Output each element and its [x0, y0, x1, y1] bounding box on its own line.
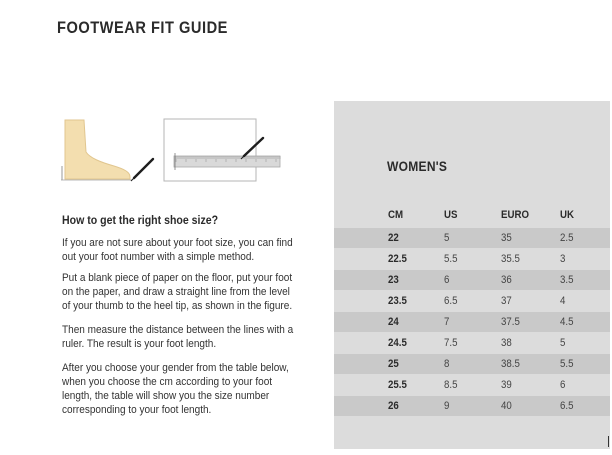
- cell-uk: 3.5: [560, 274, 574, 286]
- cell-us: 7: [444, 316, 450, 328]
- cell-uk: 4.5: [560, 316, 574, 328]
- cell-cm: 22: [388, 232, 399, 244]
- pencil-icon: [131, 159, 153, 181]
- table-row: [334, 375, 610, 395]
- cell-us: 5.5: [444, 253, 458, 265]
- section-title-womens: WOMEN'S: [387, 158, 448, 174]
- paragraph-line: Then measure the distance between the lines with a: [62, 324, 294, 336]
- table-row: [334, 270, 610, 290]
- cell-us: 6: [444, 274, 450, 286]
- paragraph-line: out your foot number with a simple method.: [62, 251, 255, 263]
- instructions-heading: How to get the right shoe size?: [62, 213, 219, 227]
- cell-us: 6.5: [444, 295, 458, 307]
- cell-uk: 3: [560, 253, 566, 265]
- cell-uk: 2.5: [560, 232, 574, 244]
- paragraph-line: length, the table will show you the size number: [62, 390, 270, 402]
- text-cursor-mark: [608, 436, 609, 447]
- cell-cm: 24: [388, 316, 399, 328]
- paragraph-line: corresponding to your foot length.: [62, 404, 212, 416]
- paragraph-line: Put a blank piece of paper on the floor, put your foot: [62, 272, 293, 284]
- cell-us: 7.5: [444, 337, 458, 349]
- cell-cm: 26: [388, 400, 399, 412]
- instructions-paragraph: [62, 323, 300, 351]
- cell-euro: 35.5: [501, 253, 520, 265]
- cell-us: 8: [444, 358, 450, 370]
- cell-us: 8.5: [444, 379, 458, 391]
- cell-cm: 22.5: [388, 253, 407, 265]
- table-row: [334, 396, 610, 416]
- paragraph-line: when you choose the cm according to your foot: [62, 376, 273, 388]
- cell-uk: 6.5: [560, 400, 574, 412]
- cell-us: 9: [444, 400, 450, 412]
- paragraph-line: of your thumb to the heel tip, as shown in the figure.: [62, 300, 293, 312]
- cell-uk: 5: [560, 337, 566, 349]
- table-row: [334, 333, 610, 353]
- cell-euro: 37.5: [501, 316, 520, 328]
- cell-euro: 37: [501, 295, 512, 307]
- instructions-paragraph: [62, 361, 300, 417]
- cell-uk: 4: [560, 295, 566, 307]
- table-header-row: [334, 207, 610, 223]
- page-title: FOOTWEAR FIT GUIDE: [57, 18, 228, 37]
- paragraph-line: on the paper, and draw a straight line from the level: [62, 286, 290, 298]
- paragraph-line: If you are not sure about your foot size, you can find: [62, 237, 293, 249]
- table-row: [334, 249, 610, 269]
- cell-euro: 40: [501, 400, 512, 412]
- column-header-cm: CM: [388, 209, 404, 221]
- cell-uk: 6: [560, 379, 566, 391]
- cell-cm: 23.5: [388, 295, 407, 307]
- cell-uk: 5.5: [560, 358, 574, 370]
- table-row: [334, 312, 610, 332]
- cell-euro: 39: [501, 379, 512, 391]
- instructions-paragraph: [62, 236, 300, 264]
- size-table-panel: [334, 101, 610, 449]
- cell-euro: 35: [501, 232, 512, 244]
- cell-euro: 36: [501, 274, 512, 286]
- paragraph-line: After you choose your gender from the table below,: [62, 362, 289, 374]
- paragraph-line: ruler. The result is your foot length.: [62, 338, 217, 350]
- column-header-uk: UK: [560, 209, 574, 221]
- cell-cm: 25: [388, 358, 399, 370]
- foot-measure-illustration: [58, 116, 284, 186]
- column-header-us: US: [444, 209, 458, 221]
- cell-cm: 25.5: [388, 379, 407, 391]
- instructions-paragraph: [62, 271, 300, 313]
- cell-us: 5: [444, 232, 450, 244]
- table-row: [334, 291, 610, 311]
- cell-cm: 23: [388, 274, 399, 286]
- table-row: [334, 354, 610, 374]
- column-header-euro: EURO: [501, 209, 529, 221]
- table-row: [334, 228, 610, 248]
- foot-icon: [61, 120, 132, 180]
- cell-euro: 38.5: [501, 358, 520, 370]
- cell-cm: 24.5: [388, 337, 407, 349]
- cell-euro: 38: [501, 337, 512, 349]
